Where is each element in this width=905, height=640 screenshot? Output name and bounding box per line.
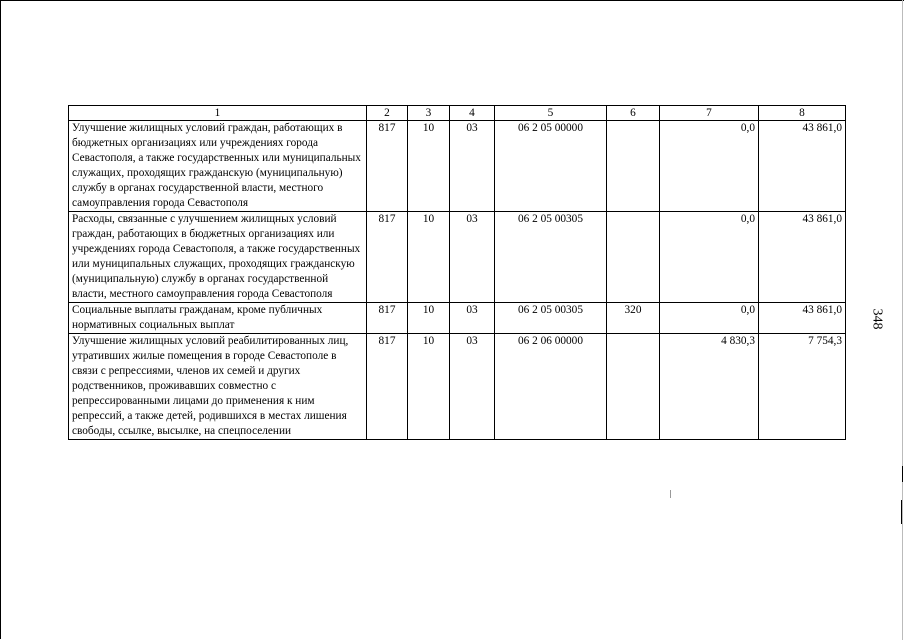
cell-expense-type (607, 212, 660, 303)
row-description: Улучшение жилищных условий граждан, работающих в бюджетных организациях или учреждениях города Севастополя, а также государственных или муниципальных служащих, проходящих гражданскую (муниципальную) службу в органах государственной власти, местного самоуправления города Севастополя (69, 121, 367, 212)
row-description: Социальные выплаты гражданам, кроме публичных нормативных социальных выплат (69, 303, 367, 334)
cell-section: 10 (408, 303, 450, 334)
cell-ministry-code: 817 (367, 303, 408, 334)
header-cell: 6 (607, 106, 660, 121)
header-cell: 4 (450, 106, 495, 121)
cell-section: 10 (408, 334, 450, 440)
cell-amount-8: 43 861,0 (759, 212, 846, 303)
table-row (69, 121, 846, 212)
cell-target-article: 06 2 05 00000 (495, 121, 607, 212)
cell-amount-7: 0,0 (660, 212, 759, 303)
scan-mark (670, 490, 671, 498)
scan-mark (901, 500, 902, 524)
cell-section: 10 (408, 121, 450, 212)
scan-edge (902, 0, 903, 640)
header-cell: 7 (660, 106, 759, 121)
cell-section: 10 (408, 212, 450, 303)
row-description: Расходы, связанные с улучшением жилищных условий граждан, работающих в бюджетных организациях или учреждениях города Севастополя, а также государственных или муниципальных служащих, проходящих гражданскую (муниципальную) службу в органах государственной власти, местного самоуправления города Севастополя (69, 212, 367, 303)
header-cell: 3 (408, 106, 450, 121)
cell-subsection: 03 (450, 212, 495, 303)
cell-expense-type (607, 121, 660, 212)
table-row (69, 303, 846, 334)
header-cell: 8 (759, 106, 846, 121)
table-row (69, 334, 846, 440)
cell-subsection: 03 (450, 334, 495, 440)
cell-amount-8: 43 861,0 (759, 121, 846, 212)
cell-ministry-code: 817 (367, 212, 408, 303)
row-description: Улучшение жилищных условий реабилитированных лиц, утративших жилые помещения в городе Севастополе в связи с репрессиями, членов их семей и других родственников, проживавших совместно с репрессированными лицами до применения к ним репрессий, а также детей, родившихся в местах лишения свободы, ссылке, высылке, на спецпоселении (69, 334, 367, 440)
cell-amount-7: 0,0 (660, 303, 759, 334)
header-cell: 5 (495, 106, 607, 121)
cell-subsection: 03 (450, 303, 495, 334)
cell-target-article: 06 2 05 00305 (495, 212, 607, 303)
table-header-row (69, 106, 846, 121)
scan-mark (902, 466, 903, 482)
cell-target-article: 06 2 06 00000 (495, 334, 607, 440)
header-cell: 1 (69, 106, 367, 121)
header-cell: 2 (367, 106, 408, 121)
cell-amount-7: 0,0 (660, 121, 759, 212)
budget-table (68, 105, 846, 440)
page-number: 348 (869, 308, 885, 330)
cell-amount-8: 7 754,3 (759, 334, 846, 440)
cell-subsection: 03 (450, 121, 495, 212)
cell-amount-7: 4 830,3 (660, 334, 759, 440)
cell-amount-8: 43 861,0 (759, 303, 846, 334)
table-row (69, 212, 846, 303)
cell-ministry-code: 817 (367, 121, 408, 212)
cell-expense-type: 320 (607, 303, 660, 334)
cell-ministry-code: 817 (367, 334, 408, 440)
cell-expense-type (607, 334, 660, 440)
cell-target-article: 06 2 05 00305 (495, 303, 607, 334)
